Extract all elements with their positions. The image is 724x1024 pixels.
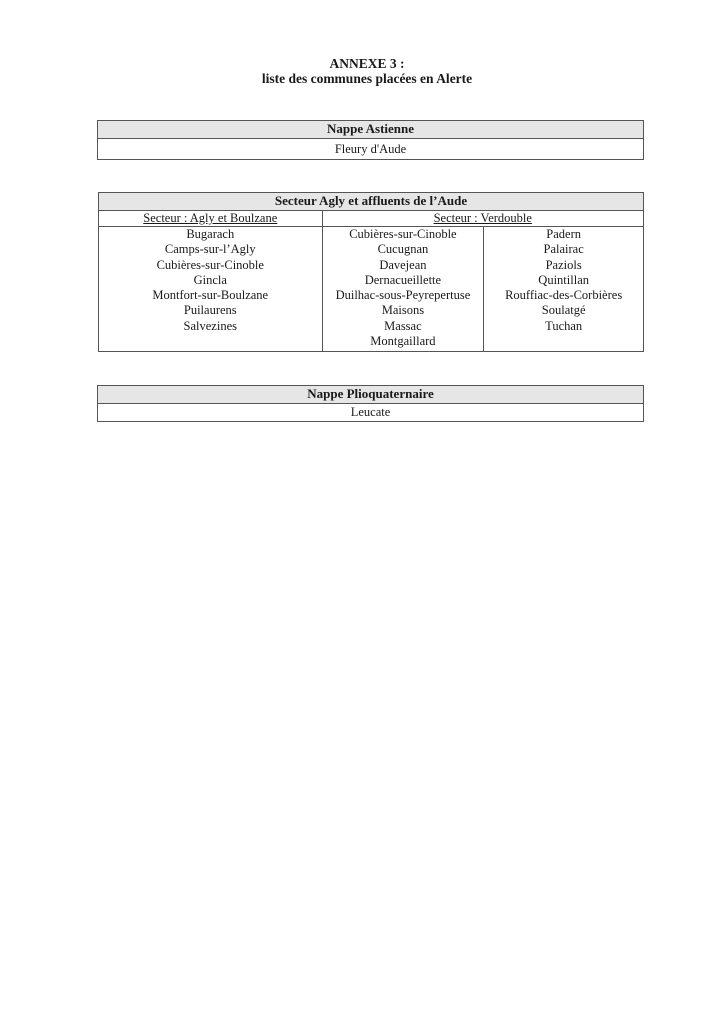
- list-item: Puilaurens: [183, 303, 237, 318]
- list-item: Palairac: [543, 242, 584, 257]
- list-item: Camps-sur-l’Agly: [164, 242, 256, 257]
- column-agly-boulzane: [99, 227, 323, 352]
- annex-title: ANNEXE 3 :: [329, 56, 405, 71]
- secteur-agly-table: [98, 192, 644, 352]
- list-item: Soulatgé: [541, 303, 586, 318]
- list-item: Cucugnan: [377, 242, 429, 257]
- list-item: Duilhac-sous-Peyrepertuse: [335, 288, 471, 303]
- column-verdouble-2: [484, 227, 644, 352]
- list-item: Cubières-sur-Cinoble: [349, 227, 457, 241]
- list-item: Cubières-sur-Cinoble: [156, 257, 264, 272]
- sub-header-verdouble: Secteur : Verdouble: [322, 211, 643, 227]
- list-item: Paziols: [545, 257, 582, 272]
- list-item: Salvezines: [183, 318, 237, 333]
- secteur-agly-header: Secteur Agly et affluents de l’Aude: [99, 193, 644, 211]
- list-item: Gincla: [193, 272, 227, 287]
- annex-subtitle: liste des communes placées en Alerte: [261, 71, 473, 86]
- list-item: Dernacueillette: [364, 272, 442, 287]
- nappe-plioquaternaire-header: Nappe Plioquaternaire: [98, 386, 644, 404]
- list-item: Massac: [384, 318, 422, 333]
- list-item: Davejean: [379, 257, 427, 272]
- list-item: Padern: [546, 227, 581, 241]
- list-item: Tuchan: [545, 318, 583, 333]
- nappe-astienne-table: [97, 120, 644, 160]
- nappe-astienne-header: Nappe Astienne: [98, 121, 644, 139]
- list-item: Rouffiac-des-Corbières: [505, 288, 623, 303]
- sub-header-agly-boulzane: Secteur : Agly et Boulzane: [99, 211, 323, 227]
- commune-cell: Leucate: [98, 404, 644, 422]
- list-item: Montfort-sur-Boulzane: [152, 288, 269, 303]
- list-item: Maisons: [381, 303, 425, 318]
- list-item: Quintillan: [538, 272, 589, 287]
- column-verdouble-1: [322, 227, 484, 352]
- commune-cell: Fleury d'Aude: [98, 139, 644, 160]
- nappe-plioquaternaire-table: [97, 385, 644, 422]
- list-item: Montgaillard: [370, 334, 436, 349]
- list-item: Bugarach: [186, 227, 235, 241]
